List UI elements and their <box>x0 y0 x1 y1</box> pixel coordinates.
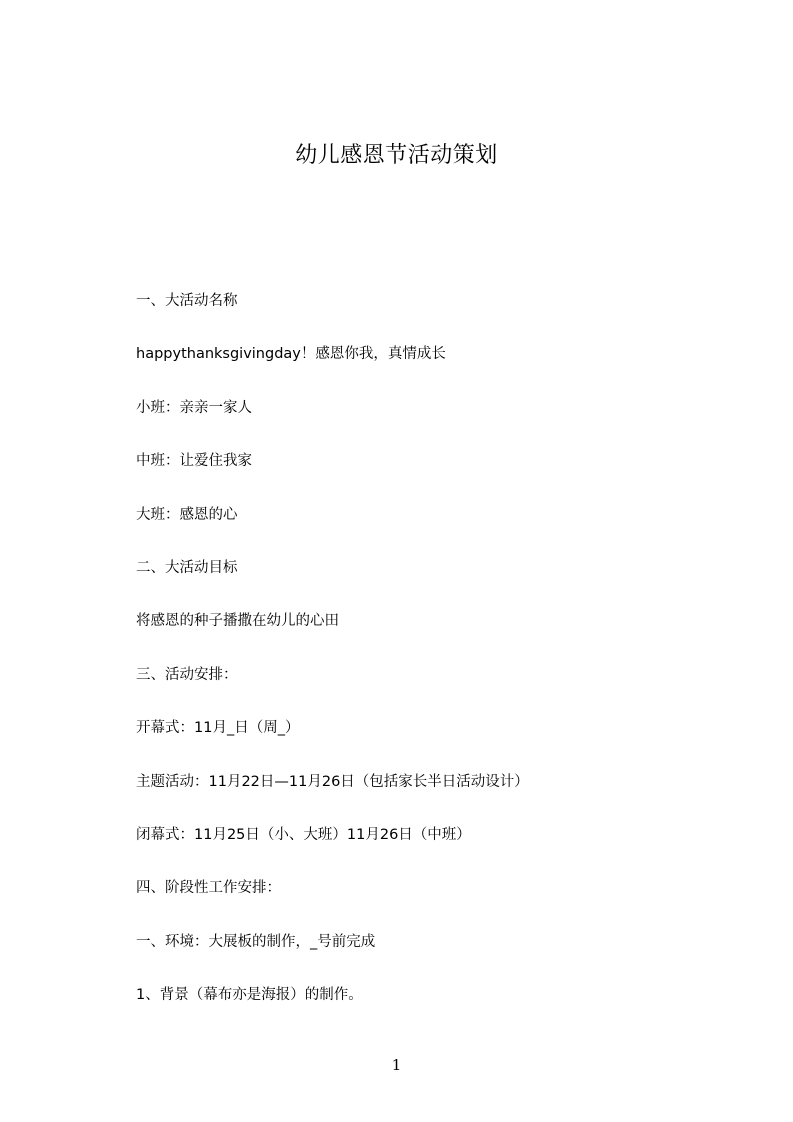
text-line-environment: 一、环境：大展板的制作，_号前完成 <box>136 933 376 950</box>
text-line-theme: happythanksgivingday！感恩你我，真情成长 <box>136 346 446 363</box>
document-body <box>136 290 736 1037</box>
text-line-small-class: 小班：亲亲一家人 <box>136 399 252 416</box>
text-line-opening: 开幕式：11月_日（周_） <box>136 720 300 737</box>
page-number: 1 <box>391 1056 402 1074</box>
section-heading-activity-goal: 二、大活动目标 <box>136 559 238 576</box>
text-line-middle-class: 中班：让爱住我家 <box>136 453 252 470</box>
text-line-big-class: 大班：感恩的心 <box>136 506 238 523</box>
section-heading-schedule: 三、活动安排： <box>136 666 238 683</box>
text-line-background: 1、背景（幕布亦是海报）的制作。 <box>136 987 363 1004</box>
document-title: 幼儿感恩节活动策划 <box>295 143 498 168</box>
text-line-goal: 将感恩的种子播撒在幼儿的心田 <box>136 613 339 630</box>
text-line-closing: 闭幕式：11月25日（小、大班）11月26日（中班） <box>136 826 471 843</box>
text-line-theme-activity: 主题活动：11月22日—11月26日（包括家长半日活动设计） <box>136 773 529 790</box>
section-heading-phase-work: 四、阶段性工作安排： <box>136 880 281 897</box>
section-heading-activity-name: 一、大活动名称 <box>136 293 238 309</box>
